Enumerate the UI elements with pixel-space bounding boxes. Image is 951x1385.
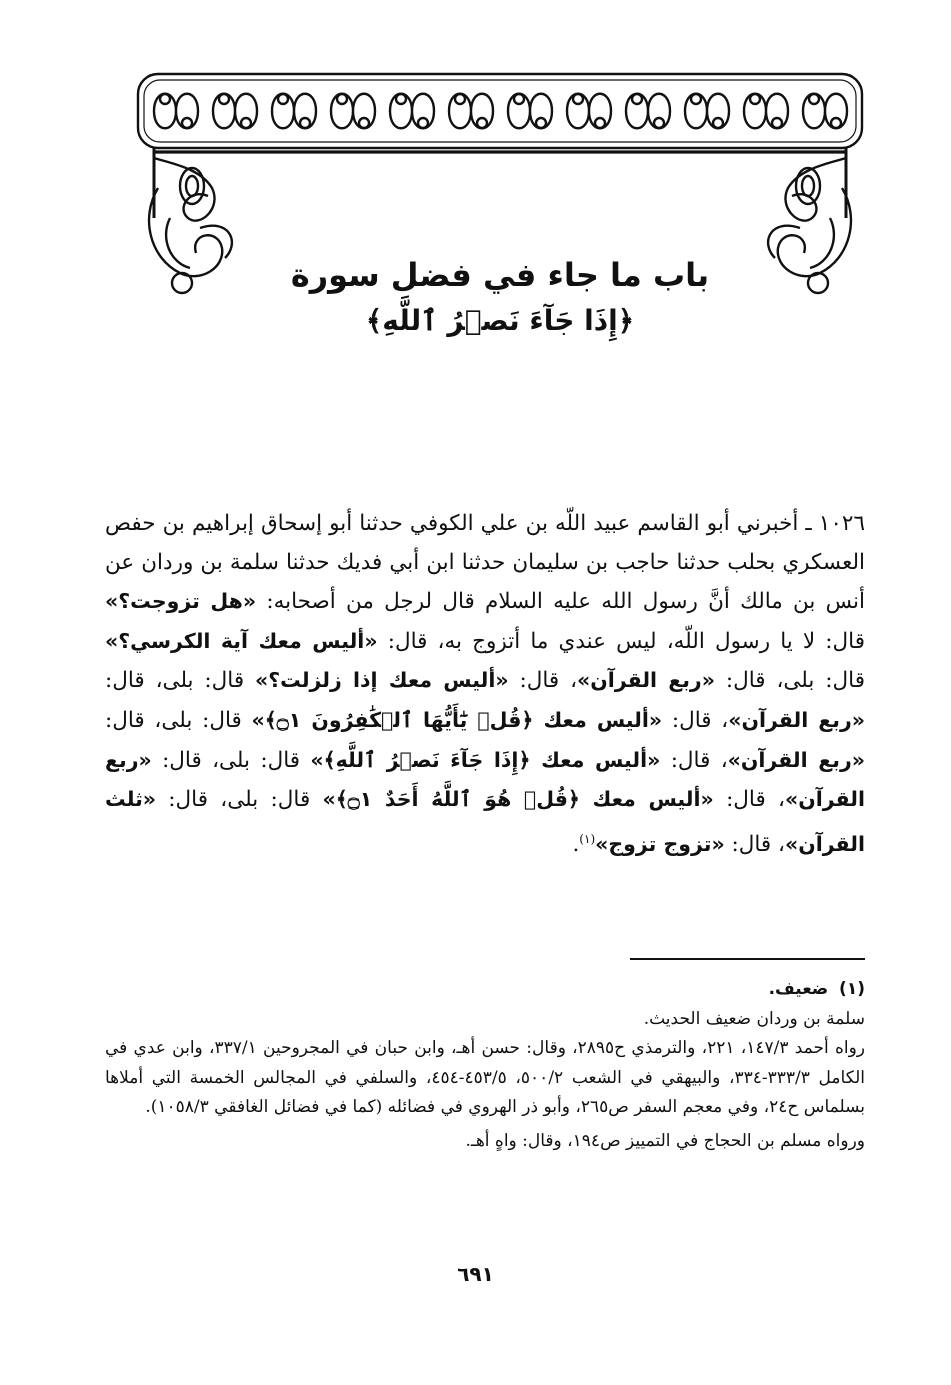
hadith-quote: «أليس معك ﴿إِذَا جَآءَ نَصۡرُ ٱللَّهِ﴾»	[310, 747, 661, 772]
hadith-quote: «ربع القرآن»	[577, 668, 715, 693]
hadith-quote: «ربع القرآن»	[727, 747, 866, 772]
hadith-segment: ، قال:	[508, 668, 578, 694]
ornament-ring	[300, 118, 310, 128]
footnote-line: رواه أحمد ١٤٧/٣، ٢٢١، والترمذي ح٢٨٩٥، وقال: حسن أهـ، وابن حبان في المجروحين ٣٣٧/١، وابن عدي في الكامل ٣٣٣/٣-٣٣٤، والبيهقي في الشعب ٥٠٠/٢، ٤٥٣/٥-٤٥٤، والسلفي في المجالس الخمسة التي أملاها بسلماس ح٢٤، وفي معجم السفر ص٢٦٥، وأبو ذر الهروي في فضائله (كما في فضائل الغافقي ١٠٥٨/٣).	[105, 1038, 866, 1117]
ornament-ring	[632, 94, 642, 104]
hadith-quote: «ربع القرآن»	[105, 747, 865, 812]
ornament-ring	[182, 118, 192, 128]
footnote-heading	[105, 975, 865, 1005]
footnotes	[105, 975, 865, 1156]
hadith-quote: «ثلث القرآن»	[105, 787, 865, 856]
footnote-separator	[630, 958, 865, 960]
hadith-text	[105, 505, 865, 865]
ornament-ring	[477, 118, 487, 128]
ornament-ring	[359, 118, 369, 128]
ornament-ring	[337, 94, 347, 104]
chapter-title: باب ما جاء في فضل سورة	[290, 256, 710, 294]
hadith-quote: «أليس معك آية الكرسي؟»	[105, 628, 378, 653]
ornament-ring	[750, 94, 760, 104]
ornament-ring	[536, 118, 546, 128]
hadith-segment: ، قال:	[662, 707, 729, 733]
ornament-ring	[595, 118, 605, 128]
hadith-quote: «أليس معك ﴿قُلۡ يَٰٓأَيُّهَا ٱلۡكَٰفِرُونَ ۝١﴾»	[251, 707, 663, 732]
hadith-segment: قال: بلى، قال:	[151, 747, 311, 773]
footnote-reference: (١)	[579, 831, 596, 846]
footnote-grade: ضعيف.	[768, 979, 829, 999]
page-number: ٦٩١	[457, 1262, 494, 1286]
hadith-quote: «تزوج تزوج»	[595, 831, 725, 856]
hadith-segment: .	[572, 831, 580, 857]
ornament-ring	[654, 118, 664, 128]
ornament-ring	[514, 94, 524, 104]
ornament-ring	[160, 94, 170, 104]
ornament-ring	[573, 94, 583, 104]
surah-title: ﴿إِذَا جَآءَ نَصۡرُ ٱللَّهِ﴾	[365, 303, 635, 337]
hadith-quote: «أليس معك إذا زلزلت؟»	[255, 668, 509, 693]
hadith-segment: ، قال:	[660, 747, 728, 773]
ornament-ring	[713, 118, 723, 128]
hadith-segment: قال: بلى، قال:	[156, 787, 323, 813]
hadith-segment: ١٠٢٦ ـ أخبرني أبو القاسم عبيد اللّه بن علي الكوفي حدثنا أبو إسحاق إبراهيم بن حفص العسكري بحلب حدثنا حاجب بن سليمان حدثنا ابن أبي فديك حدثنا سلمة بن وردان عن أنس بن مالك أنَّ رسول الله عليه السلام قال لرجل من أصحابه:	[105, 511, 866, 615]
footnote-line: ورواه مسلم بن الحجاج في التمييز ص١٩٤، وقال: واهٍ أهـ.	[465, 1130, 865, 1151]
hadith-quote: «ربع القرآن»	[728, 707, 865, 732]
ornament-ring	[241, 118, 251, 128]
ornament-ring	[278, 94, 288, 104]
ornament-ring	[691, 94, 701, 104]
footnote-line: سلمة بن وردان ضعيف الحديث.	[643, 1008, 865, 1029]
chapter-heading	[130, 255, 870, 339]
hadith-quote: «هل تزوجت؟»	[105, 589, 257, 614]
ornament-ring	[418, 118, 428, 128]
ornament-ring	[219, 94, 229, 104]
ornament-ring	[831, 118, 841, 128]
hadith-segment: قال: بلى، قال:	[714, 668, 865, 694]
hadith-segment: ، قال:	[713, 787, 785, 813]
ornament-ring	[396, 94, 406, 104]
hadith-quote: «أليس معك ﴿قُلۡ هُوَ ٱللَّهُ أَحَدٌ ۝١﴾»	[322, 787, 714, 812]
hadith-segment: قال: بلى، قال:	[105, 707, 252, 733]
ornament-ring	[809, 94, 819, 104]
hadith-segment: ، قال:	[724, 831, 785, 857]
hadith-segment: قال: لا يا رسول اللّه، ليس عندي ما أتزوج به، قال:	[377, 628, 865, 654]
ornament-ring	[455, 94, 465, 104]
ornament-ring	[772, 118, 782, 128]
hadith-segment: قال: بلى، قال:	[105, 668, 256, 694]
footnote-label: (١)	[839, 979, 865, 999]
